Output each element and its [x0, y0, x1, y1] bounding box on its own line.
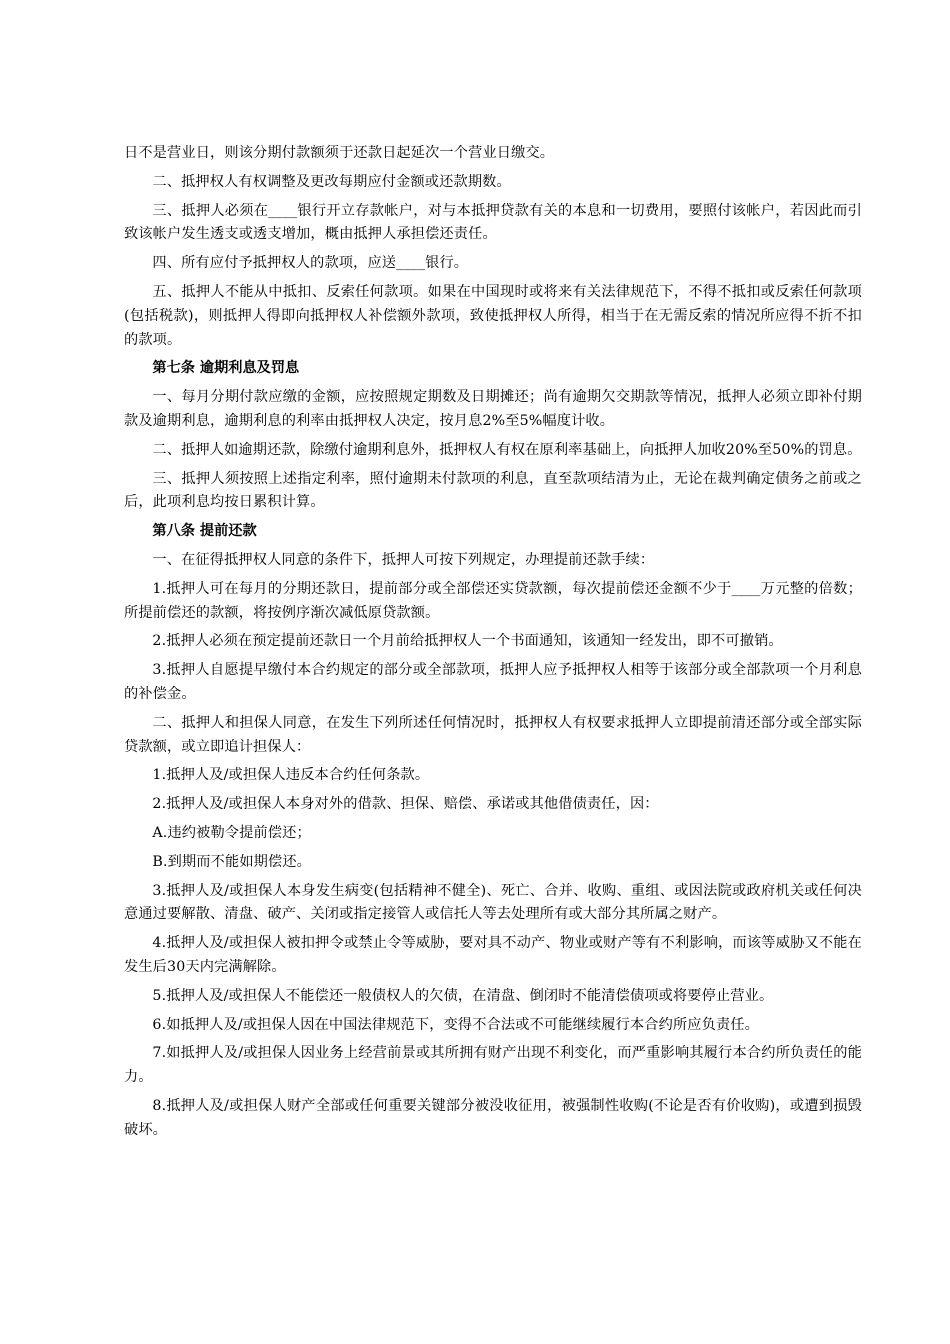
list-item: 1.抵押人可在每月的分期还款日，提前部分或全部偿还实贷款额，每次提前偿还金额不少于____万元整的倍数；所提前偿还的款额，将按例序渐次减低原贷款额。 — [124, 580, 862, 621]
list-item: 6.如抵押人及/或担保人因在中国法律规范下，变得不合法或不可能继续履行本合约所应负责任。 — [152, 1016, 759, 1033]
paragraph: 一、每月分期付款应缴的金额，应按照规定期数及日期摊还；尚有逾期欠交期款等情况，抵押人必须立即补付期款及逾期利息，逾期利息的利率由抵押权人决定，按月息2%至5%幅度计收。 — [124, 389, 862, 429]
paragraph: 三、抵押人须按照上述指定利率，照付逾期未付款项的利息，直至款项结清为止，无论在裁判确定债务之前或之后，此项利息均按日累积计算。 — [124, 470, 862, 511]
paragraph: 二、抵押人和担保人同意，在发生下列所述任何情况时，抵押权人有权要求抵押人立即提前清还部分或全部实际贷款额，或立即追计担保人： — [124, 714, 862, 755]
list-item: 8.抵押人及/或担保人财产全部或任何重要关键部分被没收征用，被强制性收购(不论是否有价收购)，或遭到损毁破坏。 — [124, 1097, 862, 1138]
sub-list-item: B.到期而不能如期偿还。 — [152, 853, 312, 870]
section-heading-article-7: 第七条 逾期利息及罚息 — [152, 360, 300, 377]
list-item: 3.抵押人及/或担保人本身发生病变(包括精神不健全)、死亡、合并、收购、重组、或因法院或政府机关或任何决意通过要解散、清盘、破产、关闭或指定接管人或信托人等去处理所有或大部分其所属之财产。 — [124, 882, 862, 923]
list-item: 5.抵押人及/或担保人不能偿还一般债权人的欠债，在清盘、倒闭时不能清偿债项或将要停止营业。 — [152, 987, 774, 1004]
paragraph: 二、抵押人如逾期还款，除缴付逾期利息外，抵押权人有权在原利率基础上，向抵押人加收20%至50%的罚息。 — [152, 441, 862, 458]
list-item: 1.抵押人及/或担保人违反本合约任何条款。 — [152, 767, 430, 784]
paragraph: 五、抵押人不能从中抵扣、反索任何款项。如果在中国现时或将来有关法律规范下，不得不抵扣或反索任何款项(包括税款)，则抵押人得即向抵押权人补偿额外款项，致使抵押权人所得，相当于在无需反索的情况所应得不折不扣的款项。 — [124, 283, 862, 348]
list-item: 2.抵押人必须在预定提前还款日一个月前给抵押权人一个书面通知，该通知一经发出，即不可撤销。 — [152, 633, 783, 650]
paragraph: 一、在征得抵押权人同意的条件下，抵押人可按下列规定，办理提前还款手续： — [152, 551, 655, 568]
paragraph: 三、抵押人必须在____银行开立存款帐户，对与本抵押贷款有关的本息和一切费用，要照付该帐户，若因此而引致该帐户发生透支或透支增加，概由抵押人承担偿还责任。 — [124, 202, 862, 243]
list-item: 3.抵押人自愿提早缴付本合约规定的部分或全部款项，抵押人应予抵押权人相等于该部分或全部款项一个月利息的补偿金。 — [124, 662, 862, 702]
list-item: 2.抵押人及/或担保人本身对外的借款、担保、赔偿、承诺或其他借债责任，因： — [152, 796, 659, 813]
list-item: 7.如抵押人及/或担保人因业务上经营前景或其所拥有财产出现不利变化，而严重影响其履行本合约所负责任的能力。 — [124, 1045, 862, 1086]
paragraph: 二、抵押权人有权调整及更改每期应付金额或还款期数。 — [152, 173, 511, 190]
list-item: 4.抵押人及/或担保人被扣押令或禁止令等威胁，要对具不动产、物业或财产等有不利影响，而该等威胁又不能在发生后30天内完满解除。 — [124, 935, 862, 975]
sub-list-item: A.违约被勒令提前偿还； — [152, 824, 311, 841]
section-heading-article-8: 第八条 提前还款 — [152, 523, 257, 540]
paragraph: 四、所有应付予抵押权人的款项，应送____银行。 — [152, 255, 469, 272]
document-page — [124, 142, 862, 1147]
paragraph-continuation: 日不是营业日，则该分期付款额须于还款日起延次一个营业日缴交。 — [124, 145, 555, 161]
